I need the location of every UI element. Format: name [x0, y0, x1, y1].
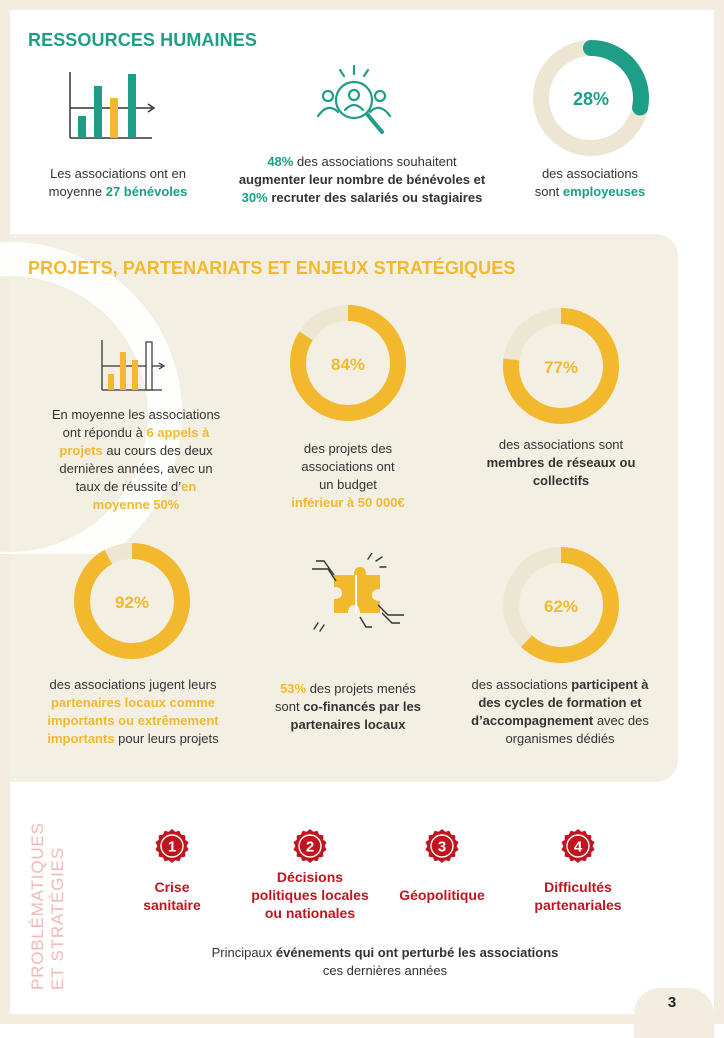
projects-cofinance-text [262, 680, 434, 734]
text: des cycles de formation et [478, 695, 642, 710]
section-title-projects: PROJETS, PARTENARIATS ET ENJEUX STRATÉGIQUES [28, 258, 516, 278]
text: d’accompagnement [471, 713, 594, 728]
donut-svg [501, 545, 621, 665]
text: Principaux [211, 945, 276, 960]
page-number: 3 [667, 994, 677, 1011]
donut-svg [72, 541, 192, 661]
problem-label [498, 878, 658, 914]
donut-label: 77% [543, 358, 579, 377]
text: des projets menés [306, 681, 416, 696]
badge-number: 2 [305, 838, 315, 856]
highlight: importants ou extrêmement [47, 713, 219, 728]
networks-donut [501, 306, 621, 426]
text: sanitaire [143, 897, 201, 913]
highlight: projets [59, 443, 103, 458]
text: avec des [593, 713, 649, 728]
text: ces dernières années [322, 963, 448, 978]
projects-calls-text [26, 406, 246, 514]
problems-side-title [28, 822, 68, 990]
text: Les associations ont en [50, 166, 186, 181]
text: augmenter leur nombre de bénévoles et [238, 172, 486, 187]
text: Crise [154, 879, 190, 895]
seal-badge-icon [154, 828, 190, 869]
text: recruter des salariés ou stagiaires [267, 190, 483, 205]
problem-label [92, 878, 252, 914]
text: ont répondu à [62, 425, 147, 440]
text: organismes dédiés [505, 731, 615, 746]
highlight: 27 bénévoles [105, 184, 188, 199]
highlight: 6 appels à [146, 425, 210, 440]
text: ou nationales [264, 905, 356, 921]
partners-donut [72, 541, 192, 661]
text: un budget [319, 477, 377, 492]
page-number-tab [634, 988, 714, 1038]
donut-label: 62% [543, 597, 579, 616]
donut-svg [288, 303, 408, 423]
text: événements qui ont perturbé les associations [275, 945, 559, 960]
seal-badge-icon [292, 828, 328, 869]
highlight: 30% [241, 190, 268, 205]
donut-label: 92% [114, 593, 150, 612]
text: des associations sont [498, 437, 624, 452]
text: partenariales [534, 897, 622, 913]
highlight: moyenne 50% [92, 497, 180, 512]
donut-label: 28% [572, 89, 610, 109]
text: moyenne [48, 184, 106, 199]
text: pour leurs projets [114, 731, 219, 746]
bar-chart-icon [64, 70, 156, 142]
text: associations ont [301, 459, 395, 474]
highlight: 53% [280, 681, 307, 696]
text: des projets des [303, 441, 393, 456]
text: sont [534, 184, 563, 199]
projects-networks-text [466, 436, 656, 490]
text: sont [275, 699, 304, 714]
highlight: en [181, 479, 197, 494]
text: Décisions [276, 869, 344, 885]
projects-budget-text [268, 440, 428, 512]
donut-svg [501, 306, 621, 426]
rh-recruit-text [212, 153, 512, 207]
text: collectifs [532, 473, 590, 488]
text: membres de réseaux ou [486, 455, 636, 470]
text: co-financés par les [303, 699, 421, 714]
badge-number: 3 [437, 838, 447, 856]
text: au cours des deux [102, 443, 213, 458]
text: participent à [571, 677, 649, 692]
rh-employer-text [515, 165, 665, 201]
bar-chart-icon [98, 338, 166, 392]
seal-badge-icon [560, 828, 596, 869]
text: En moyenne les associations [51, 407, 221, 422]
projects-partners-text [26, 676, 240, 748]
text: Difficultés [544, 879, 612, 895]
highlight: inférieur à 50 000€ [291, 495, 405, 510]
text: Géopolitique [399, 887, 485, 903]
text: taux de réussite d’ [75, 479, 182, 494]
donut-svg [531, 38, 651, 158]
seal-badge-icon [424, 828, 460, 869]
text: des associations souhaitent [293, 154, 457, 169]
text: des associations [541, 166, 639, 181]
text: dernières années, avec un [59, 461, 213, 476]
section-title-rh: RESSOURCES HUMAINES [28, 30, 257, 50]
text: partenaires locaux [290, 717, 406, 732]
projects-training-text [460, 676, 660, 748]
rh-benevoles-text [18, 165, 218, 201]
highlight: 48% [267, 154, 294, 169]
puzzle-hands-icon [310, 553, 406, 633]
problems-caption [170, 944, 600, 980]
text: PROBLÉMATIQUES [28, 822, 47, 990]
donut-label: 84% [330, 355, 366, 374]
text: des associations jugent leurs [49, 677, 217, 692]
highlight: partenaires locaux comme [50, 695, 216, 710]
recruitment-search-icon [310, 62, 400, 142]
badge-number: 1 [167, 838, 177, 856]
budget-donut [288, 303, 408, 423]
highlight: employeuses [562, 184, 646, 199]
employer-donut [531, 38, 651, 158]
text: politiques locales [251, 887, 369, 903]
text: des associations [471, 677, 572, 692]
text: ET STRATÉGIES [48, 847, 67, 990]
highlight: importants [47, 731, 115, 746]
badge-number: 4 [573, 838, 583, 856]
training-donut [501, 545, 621, 665]
